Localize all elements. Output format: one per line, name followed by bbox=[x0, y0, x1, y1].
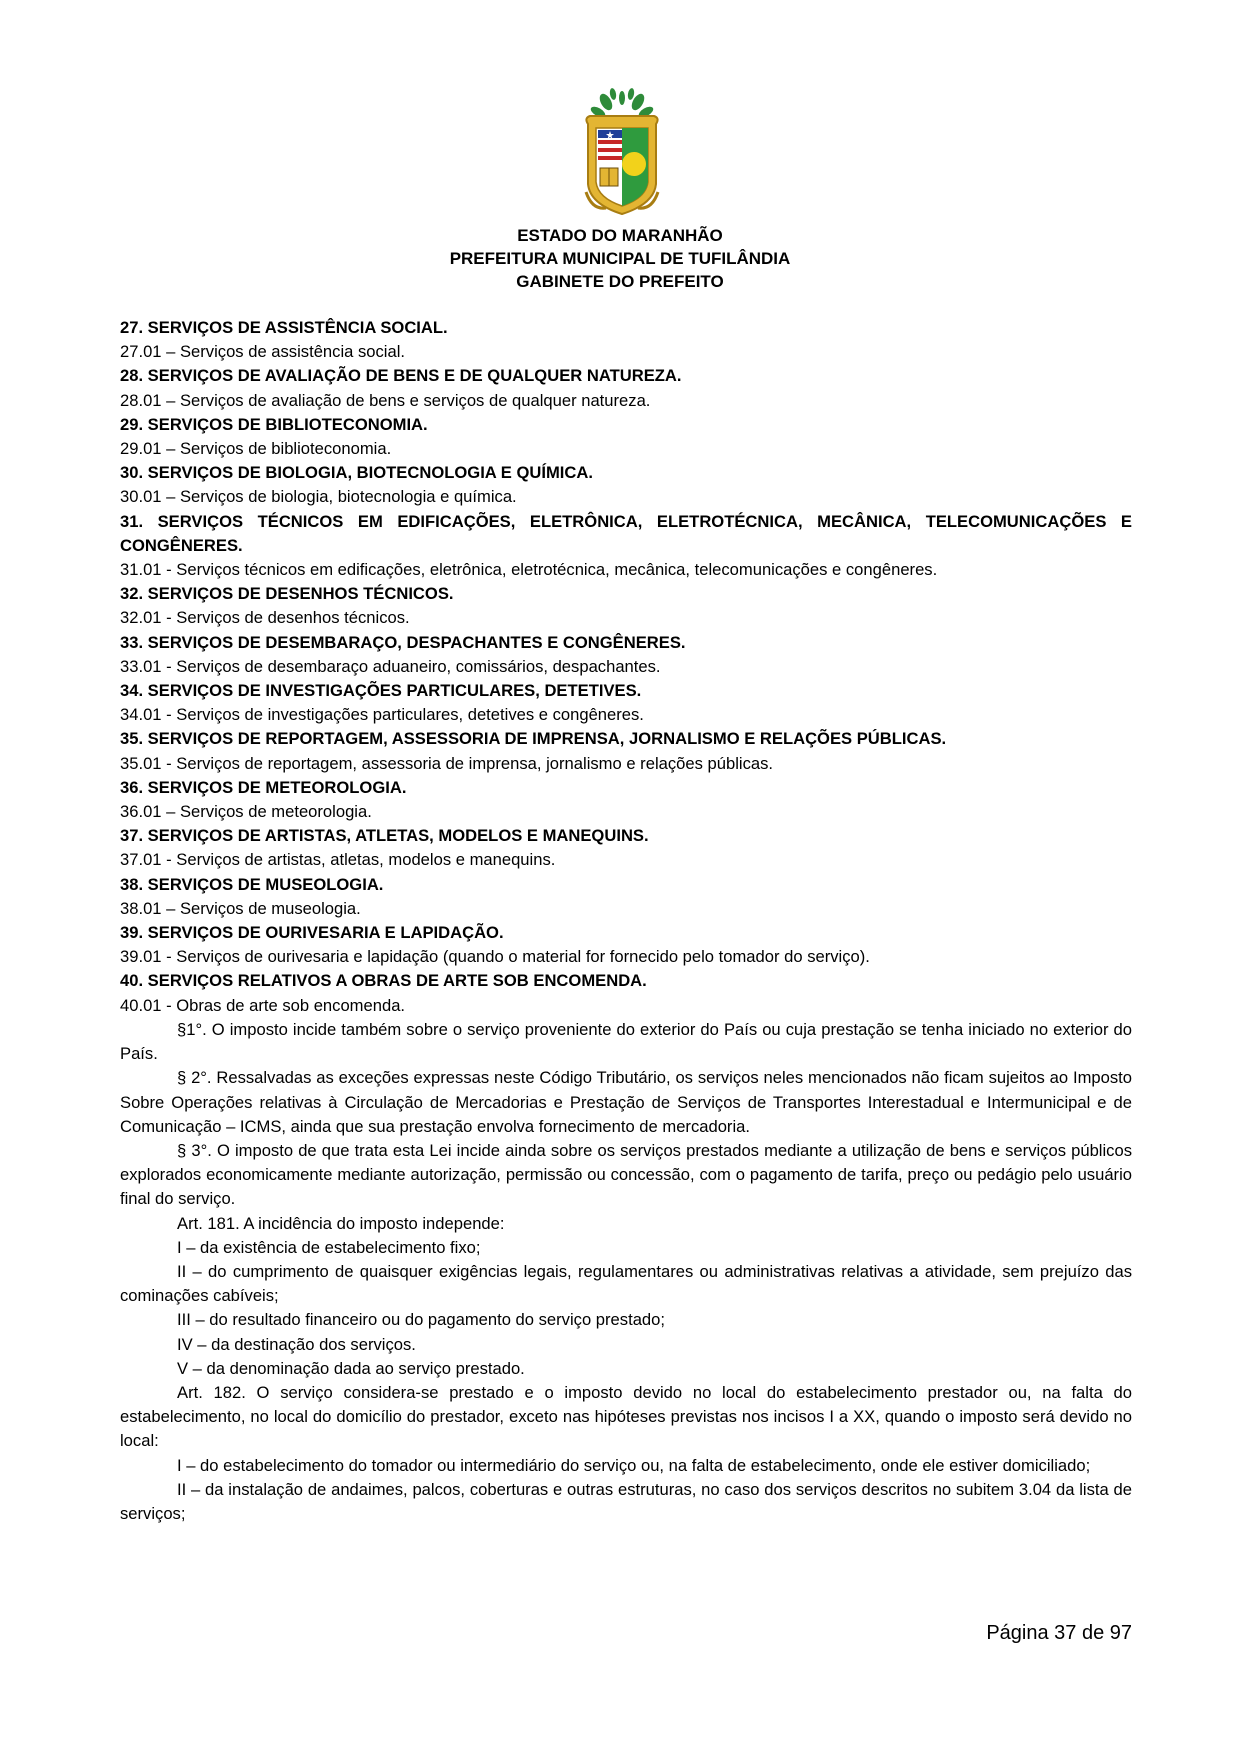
paragraph: II – da instalação de andaimes, palcos, coberturas e outras estruturas, no caso dos serviços descritos no subitem 3.04 da lista de serviços; bbox=[120, 1479, 1132, 1523]
paragraph: III – do resultado financeiro ou do pagamento do serviço prestado; bbox=[177, 1310, 665, 1330]
section-heading: 29. SERVIÇOS DE BIBLIOTECONOMIA. bbox=[120, 414, 428, 434]
paragraph: IV – da destinação dos serviços. bbox=[177, 1334, 416, 1354]
maranhao-coat-of-arms-logo bbox=[582, 88, 662, 220]
service-item: 35.01 - Serviços de reportagem, assessoria de imprensa, jornalismo e relações públicas. bbox=[120, 753, 774, 773]
service-item: 40.01 - Obras de arte sob encomenda. bbox=[120, 995, 406, 1015]
section-heading: 38. SERVIÇOS DE MUSEOLOGIA. bbox=[120, 874, 384, 894]
service-item: 28.01 – Serviços de avaliação de bens e serviços de qualquer natureza. bbox=[120, 390, 651, 410]
paragraph: Art. 182. O serviço considera-se prestado e o imposto devido no local do estabelecimento prestador ou, na falta do estabelecimento, no local do domicílio do prestador, exceto nas hipóteses previstas nos incisos I a XX, quando o imposto será devido no local: bbox=[120, 1382, 1132, 1451]
section-heading: 40. SERVIÇOS RELATIVOS A OBRAS DE ARTE SOB ENCOMENDA. bbox=[120, 971, 647, 991]
paragraph: V – da denominação dada ao serviço prestado. bbox=[177, 1358, 525, 1378]
section-heading: 32. SERVIÇOS DE DESENHOS TÉCNICOS. bbox=[120, 584, 454, 604]
service-item: 37.01 - Serviços de artistas, atletas, modelos e manequins. bbox=[120, 850, 556, 870]
service-item: 32.01 - Serviços de desenhos técnicos. bbox=[120, 608, 410, 628]
service-item: 36.01 – Serviços de meteorologia. bbox=[120, 802, 372, 822]
paragraph: Art. 181. A incidência do imposto independe: bbox=[177, 1213, 505, 1233]
paragraph: I – do estabelecimento do tomador ou intermediário do serviço ou, na falta de estabelecimento, onde ele estiver domiciliado; bbox=[177, 1455, 1091, 1475]
service-item: 27.01 – Serviços de assistência social. bbox=[120, 342, 406, 362]
section-heading: 36. SERVIÇOS DE METEOROLOGIA. bbox=[120, 777, 407, 797]
paragraph: § 3°. O imposto de que trata esta Lei incide ainda sobre os serviços prestados mediante a utilização de bens e serviços públicos explorados economicamente mediante autorização, permissão ou concessão, com o pagamento de tarifa, preço ou pedágio pelo usuário final do serviço. bbox=[120, 1140, 1132, 1209]
header-prefecture: PREFEITURA MUNICIPAL DE TUFILÂNDIA bbox=[449, 249, 791, 268]
service-item: 29.01 – Serviços de biblioteconomia. bbox=[120, 439, 392, 459]
paragraph: I – da existência de estabelecimento fixo; bbox=[177, 1237, 481, 1257]
service-item: 33.01 - Serviços de desembaraço aduaneiro, comissários, despachantes. bbox=[120, 656, 661, 676]
header-cabinet: GABINETE DO PREFEITO bbox=[516, 272, 724, 291]
document-body bbox=[120, 316, 1132, 1526]
section-heading: 35. SERVIÇOS DE REPORTAGEM, ASSESSORIA DE IMPRENSA, JORNALISMO E RELAÇÕES PÚBLICAS. bbox=[120, 729, 947, 749]
service-item: 39.01 - Serviços de ourivesaria e lapidação (quando o material for fornecido pelo tomador do serviço). bbox=[120, 947, 870, 967]
section-heading: 33. SERVIÇOS DE DESEMBARAÇO, DESPACHANTES E CONGÊNERES. bbox=[120, 632, 686, 652]
section-heading: 34. SERVIÇOS DE INVESTIGAÇÕES PARTICULARES, DETETIVES. bbox=[120, 681, 642, 701]
section-heading: 39. SERVIÇOS DE OURIVESARIA E LAPIDAÇÃO. bbox=[120, 923, 504, 943]
page-number: Página 37 de 97 bbox=[986, 1622, 1132, 1644]
section-heading: 37. SERVIÇOS DE ARTISTAS, ATLETAS, MODELOS E MANEQUINS. bbox=[120, 826, 649, 846]
section-heading: 27. SERVIÇOS DE ASSISTÊNCIA SOCIAL. bbox=[120, 318, 448, 337]
section-heading: 30. SERVIÇOS DE BIOLOGIA, BIOTECNOLOGIA E QUÍMICA. bbox=[120, 463, 593, 483]
service-item: 31.01 - Serviços técnicos em edificações, eletrônica, eletrotécnica, mecânica, telecomunicações e congêneres. bbox=[120, 560, 938, 580]
paragraph: II – do cumprimento de quaisquer exigências legais, regulamentares ou administrativas relativas a atividade, sem prejuízo das cominações cabíveis; bbox=[120, 1261, 1132, 1306]
header-state: ESTADO DO MARANHÃO bbox=[517, 226, 723, 245]
service-item: 30.01 – Serviços de biologia, biotecnologia e química. bbox=[120, 487, 517, 507]
paragraph: § 2°. Ressalvadas as exceções expressas neste Código Tributário, os serviços neles mencionados não ficam sujeitos ao Imposto Sobre Operações relativas à Circulação de Mercadorias e Prestação de Serviços de Transportes Interestadual e Intermunicipal e de Comunicação – ICMS, ainda que sua prestação envolva fornecimento de mercadoria. bbox=[120, 1068, 1132, 1136]
service-item: 38.01 – Serviços de museologia. bbox=[120, 898, 361, 918]
section-heading: 31. SERVIÇOS TÉCNICOS EM EDIFICAÇÕES, ELETRÔNICA, ELETROTÉCNICA, MECÂNICA, TELECOMUNICAÇÕES E CONGÊNERES. bbox=[120, 511, 1132, 555]
section-heading: 28. SERVIÇOS DE AVALIAÇÃO DE BENS E DE QUALQUER NATUREZA. bbox=[120, 366, 682, 386]
paragraph: §1°. O imposto incide também sobre o serviço proveniente do exterior do País ou cuja prestação se tenha iniciado no exterior do País. bbox=[120, 1019, 1132, 1064]
service-item: 34.01 - Serviços de investigações particulares, detetives e congêneres. bbox=[120, 705, 644, 725]
document-header bbox=[0, 224, 1240, 293]
